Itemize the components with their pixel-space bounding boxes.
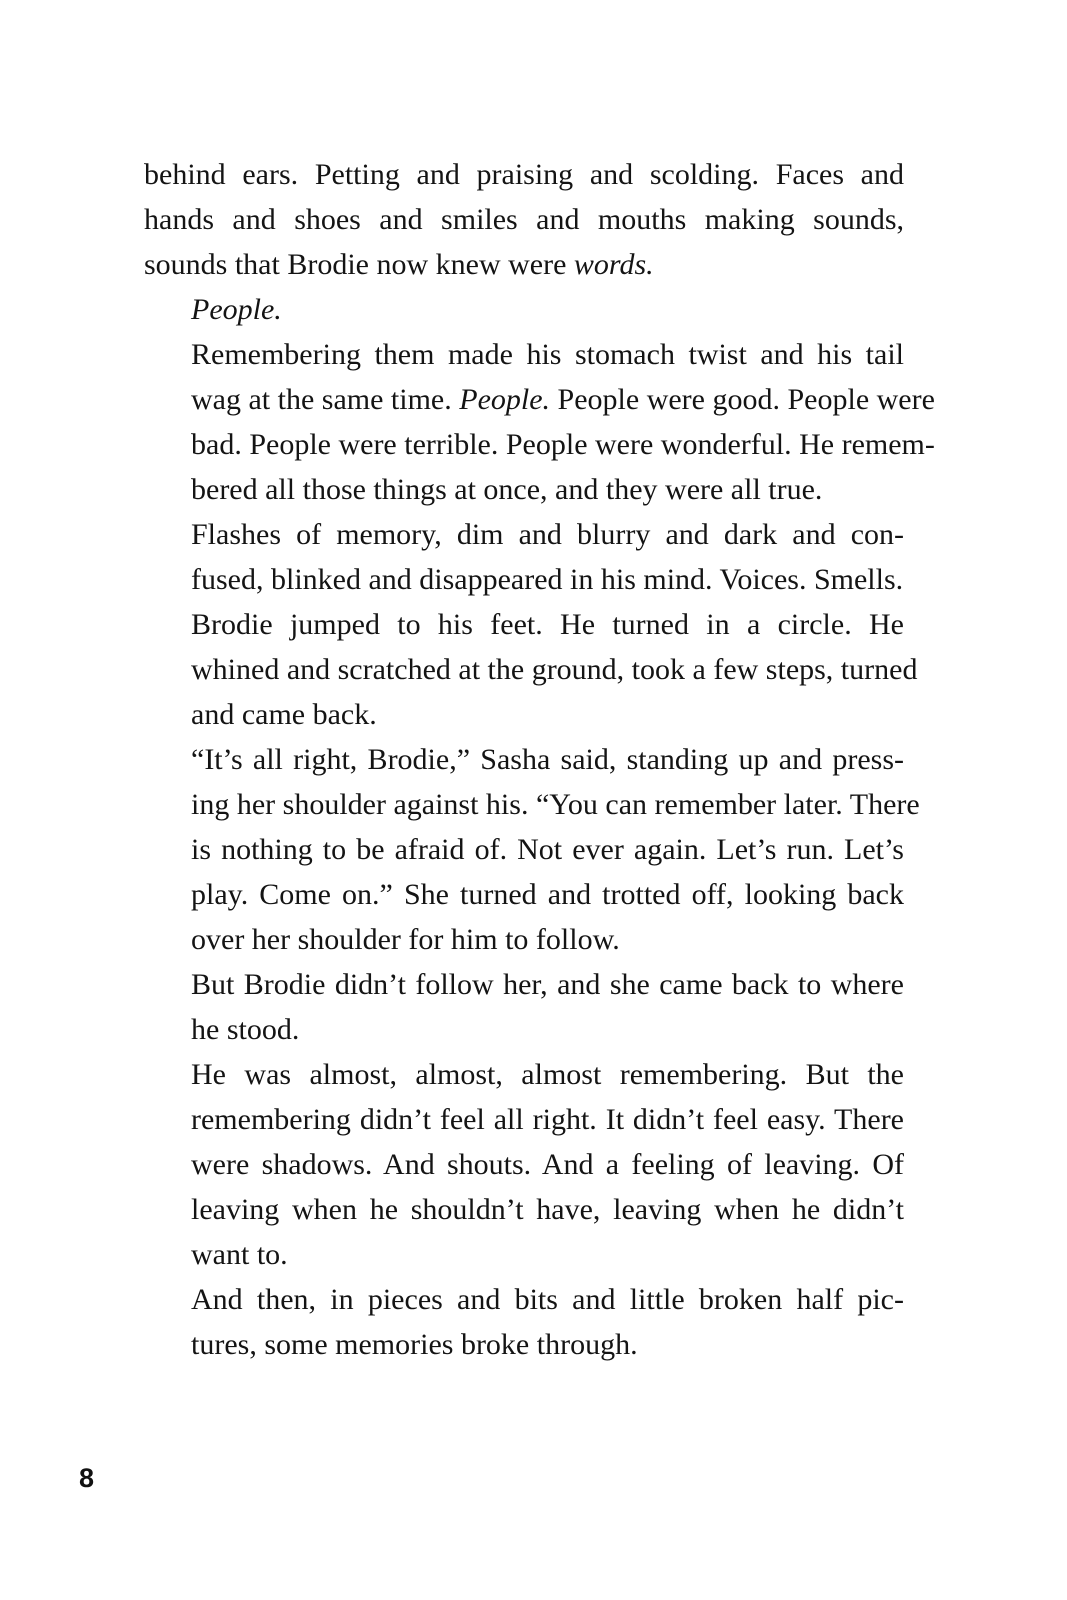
text-run: He was almost, almost, almost remembering. But the — [191, 1058, 904, 1091]
text-run: ing her shoulder against his. “You can remember later. There — [191, 788, 920, 821]
text-run: And then, in pieces and bits and little broken half pic- — [191, 1283, 904, 1316]
paragraph — [144, 287, 904, 332]
text-run: fused, blinked and disappeared in his mind. Voices. Smells. — [191, 563, 904, 596]
text-run: Remembering them made his stomach twist and his tail — [191, 338, 904, 371]
paragraph — [144, 512, 904, 602]
text-line — [144, 782, 920, 827]
text-line — [144, 737, 904, 782]
text-line — [144, 1322, 904, 1367]
text-run: he stood. — [191, 1013, 300, 1046]
text-line — [144, 512, 904, 557]
paragraph — [144, 737, 920, 962]
text-run: remembering didn’t feel all right. It didn’t feel easy. There — [191, 1103, 904, 1136]
text-line — [144, 152, 904, 197]
text-run: “It’s all right, Brodie,” Sasha said, standing up and press- — [191, 743, 904, 776]
text-run: People were good. People were — [550, 383, 935, 416]
text-run: behind ears. Petting and praising and scolding. Faces and — [144, 158, 904, 191]
text-run: whined and scratched at the ground, took a few steps, turned — [191, 653, 918, 686]
text-line — [144, 1232, 904, 1277]
text-line — [144, 872, 904, 917]
paragraph — [144, 152, 904, 287]
text-line — [144, 827, 904, 872]
text-line — [144, 422, 935, 467]
paragraph — [144, 1052, 904, 1277]
text-run: bad. People were terrible. People were wonderful. He remem- — [191, 428, 935, 461]
text-run: bered all those things at once, and they were all true. — [191, 473, 823, 506]
paragraph — [144, 1277, 904, 1367]
text-run: sounds that Brodie now knew were — [144, 248, 574, 281]
body-text — [144, 152, 935, 1367]
text-run: tures, some memories broke through. — [191, 1328, 638, 1361]
text-line — [144, 692, 904, 737]
paragraph — [144, 332, 935, 512]
text-line — [144, 1097, 904, 1142]
text-run: over her shoulder for him to follow. — [191, 923, 620, 956]
text-run: and came back. — [191, 698, 377, 731]
text-line — [144, 962, 904, 1007]
text-run: want to. — [191, 1238, 288, 1271]
paragraph — [144, 602, 918, 737]
text-run: is nothing to be afraid of. Not ever again. Let’s run. Let’s — [191, 833, 904, 866]
text-run: Flashes of memory, dim and blurry and dark and con- — [191, 518, 904, 551]
text-line — [144, 1142, 904, 1187]
italic-text-run: words. — [573, 248, 654, 281]
text-run: Brodie jumped to his feet. He turned in a circle. He — [191, 608, 904, 641]
text-line — [144, 467, 904, 512]
paragraph — [144, 962, 904, 1052]
text-run: wag at the same time. — [191, 383, 460, 416]
text-line — [144, 602, 904, 647]
text-line — [144, 1187, 904, 1232]
text-run: were shadows. And shouts. And a feeling of leaving. Of — [191, 1148, 904, 1181]
text-line — [144, 197, 904, 242]
text-run: play. Come on.” She turned and trotted off, looking back — [191, 878, 904, 911]
text-line — [144, 1007, 904, 1052]
italic-text-run: People. — [459, 383, 551, 416]
page-number: 8 — [79, 1463, 95, 1493]
text-line — [144, 1277, 904, 1322]
text-line — [144, 332, 904, 377]
text-line — [144, 377, 935, 422]
text-line — [144, 1052, 904, 1097]
text-run: hands and shoes and smiles and mouths making sounds, — [144, 203, 904, 236]
text-line — [144, 287, 904, 332]
text-line — [144, 242, 904, 287]
text-run: But Brodie didn’t follow her, and she came back to where — [191, 968, 904, 1001]
text-line — [144, 557, 904, 602]
text-line — [144, 917, 904, 962]
italic-text-run: People. — [191, 293, 282, 326]
text-run: leaving when he shouldn’t have, leaving when he didn’t — [191, 1193, 904, 1226]
text-line — [144, 647, 918, 692]
